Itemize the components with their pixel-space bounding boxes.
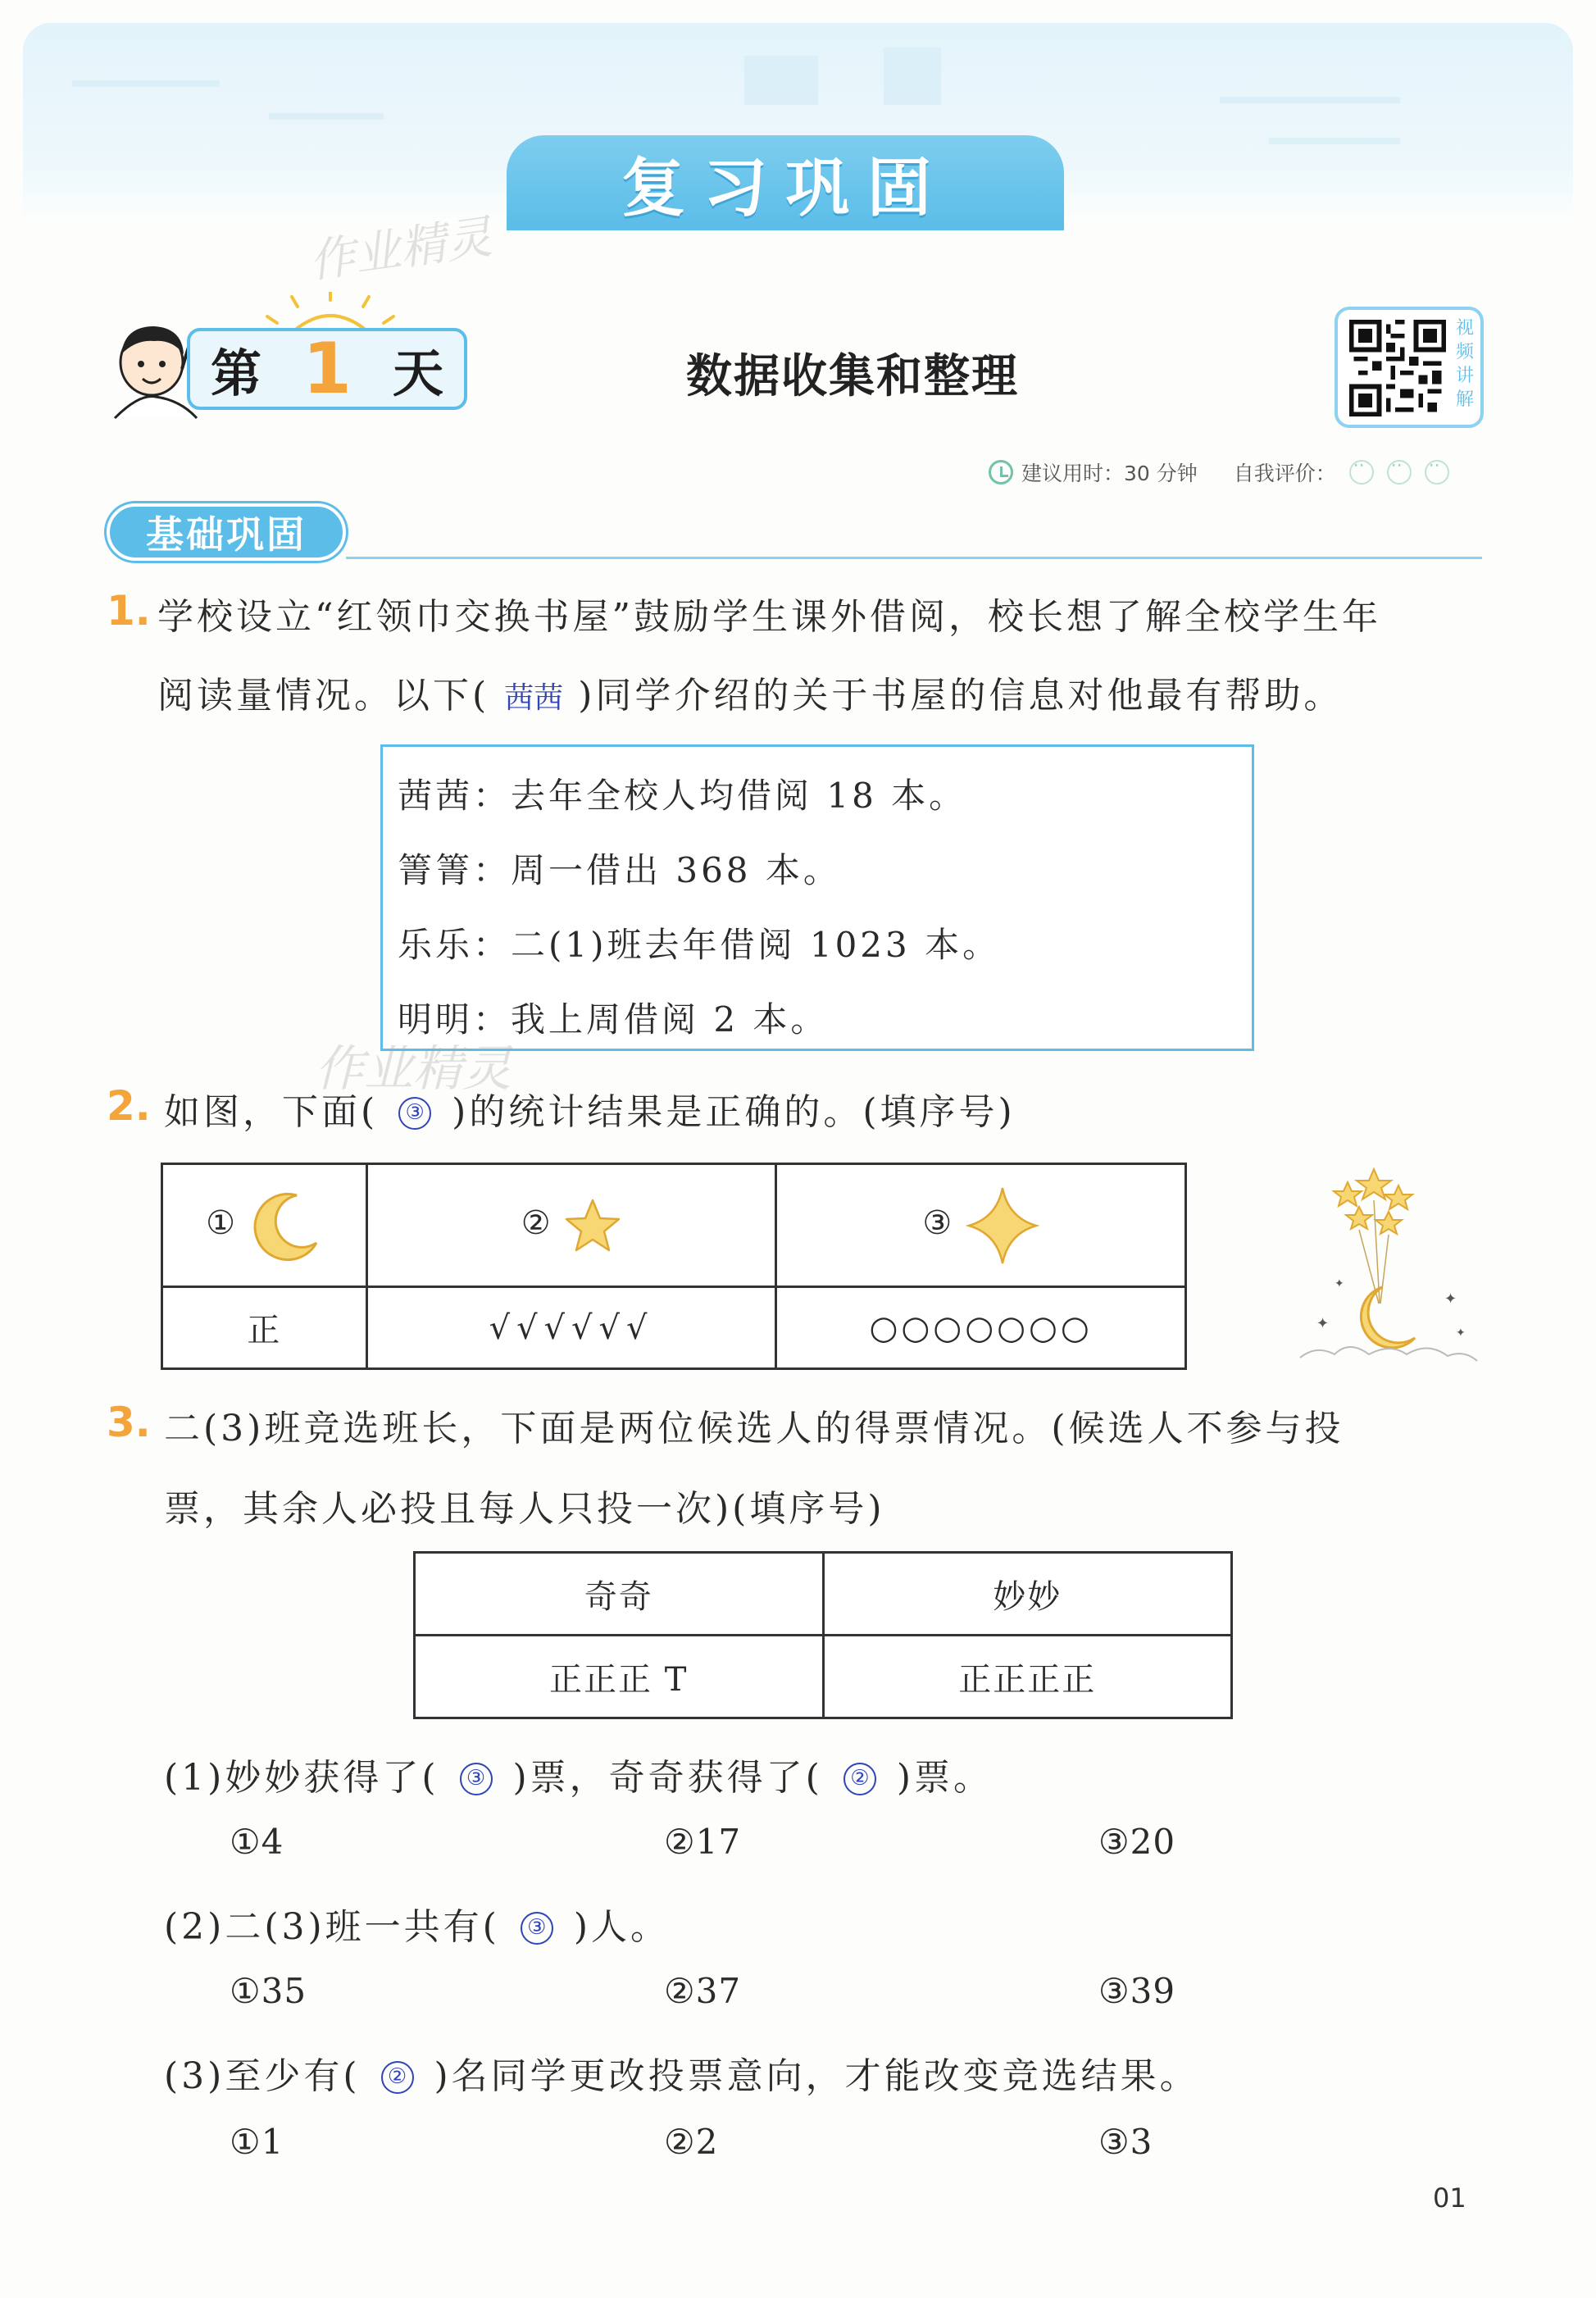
q3-sub1-answer2[interactable]: ② — [843, 1763, 876, 1795]
section-title — [107, 503, 346, 561]
q3-number: 3. — [107, 1399, 151, 1446]
section-title-text: 基础巩固 — [146, 512, 307, 557]
info-line: 箐箐：周一借出 368 本。 — [398, 850, 841, 890]
info-line: 茜茜：去年全校人均借阅 18 本。 — [398, 776, 967, 816]
day-prefix: 第 — [211, 343, 262, 403]
sad-face-icon[interactable] — [1425, 460, 1449, 485]
qr-side-label: 视 频 讲 解 — [1455, 318, 1474, 410]
smile-face-icon[interactable] — [1349, 460, 1374, 485]
day-suffix: 天 — [392, 343, 443, 403]
q3-sub2-answer[interactable]: ③ — [521, 1912, 553, 1945]
q3-header-qiqi: 奇奇 — [415, 1553, 824, 1636]
q3-line2: 票，其余人必投且每人只投一次)(填序号) — [164, 1488, 885, 1530]
q3-sub3-answer[interactable]: ② — [381, 2061, 414, 2094]
q3-sub3-option[interactable]: ③3 — [1098, 2122, 1153, 2162]
q3-tally-qiqi: 正正正 T — [415, 1636, 824, 1718]
q2-cell-moon: ① — [162, 1164, 367, 1287]
watermark: 作业精灵 — [306, 210, 496, 289]
q3-sub1-option[interactable]: ③20 — [1098, 1822, 1176, 1862]
svg-text:✦: ✦ — [1335, 1277, 1344, 1290]
moon-icon — [249, 1189, 323, 1263]
q1-number: 1. — [107, 587, 151, 635]
q3-sub3-option[interactable]: ②2 — [664, 2122, 719, 2162]
q1-info-box — [380, 744, 1254, 1051]
banner-title — [507, 135, 1064, 230]
q3-sub2: (2)二(3)班一共有( ③ )人。 — [164, 1906, 670, 1948]
q2-tally-sparkle: ○○○○○○○ — [776, 1287, 1186, 1369]
qr-code-icon — [1346, 320, 1449, 416]
q3-tally-miaomiao: 正正正正 — [823, 1636, 1232, 1718]
info-line: 乐乐：二(1)班去年借阅 1023 本。 — [398, 925, 1001, 965]
clock-icon — [989, 460, 1013, 485]
q3-line1: 二(3)班竞选班长，下面是两位候选人的得票情况。(候选人不参与投 — [164, 1408, 1344, 1449]
lesson-title: 数据收集和整理 — [686, 350, 1019, 403]
svg-text:✦: ✦ — [1456, 1326, 1466, 1340]
q1-line1: 学校设立“红领巾交换书屋”鼓励学生课外借阅，校长想了解全校学生年 — [157, 596, 1381, 638]
q2-answer[interactable]: ③ — [398, 1097, 431, 1130]
neutral-face-icon[interactable] — [1387, 460, 1412, 485]
sparkle-star-icon — [966, 1185, 1039, 1267]
svg-text:✦: ✦ — [1444, 1290, 1457, 1308]
q2-number: 2. — [107, 1082, 151, 1130]
meta-line — [989, 456, 1449, 489]
day-number: 1 — [302, 328, 352, 410]
q1-line2: 阅读量情况。以下( 茜茜 )同学介绍的关于书屋的信息对他最有帮助。 — [157, 675, 1344, 717]
q1-answer[interactable]: 茜茜 — [504, 681, 564, 715]
suggested-time: 建议用时：30 分钟 — [1021, 462, 1198, 485]
q3-sub3: (3)至少有( ② )名同学更改投票意向，才能改变竞选结果。 — [164, 2055, 1199, 2097]
star-icon — [564, 1197, 621, 1254]
info-line: 明明：我上周借阅 2 本。 — [398, 999, 829, 1040]
q3-sub2-option[interactable]: ①35 — [230, 1971, 307, 2011]
self-eval-label: 自我评价： — [1233, 462, 1336, 485]
q3-table — [413, 1551, 1233, 1719]
qr-code-panel[interactable] — [1335, 307, 1484, 428]
q3-sub1-answer1[interactable]: ③ — [460, 1763, 493, 1795]
section-divider — [346, 557, 1482, 559]
q2-tally-star: √√√√√√ — [366, 1287, 776, 1369]
page-number: 01 — [1433, 2182, 1466, 2214]
q2-text: 如图，下面( ③ )的统计结果是正确的。(填序号) — [164, 1091, 1016, 1133]
q3-sub1: (1)妙妙获得了( ③ )票，奇奇获得了( ② )票。 — [164, 1757, 994, 1799]
svg-text:✦: ✦ — [1316, 1315, 1330, 1332]
q2-cell-star: ② — [366, 1164, 776, 1287]
moon-stars-illustration — [1284, 1164, 1489, 1377]
q3-sub3-option[interactable]: ①1 — [230, 2122, 284, 2162]
q3-header-miaomiao: 妙妙 — [823, 1553, 1232, 1636]
q3-sub1-option[interactable]: ②17 — [664, 1822, 742, 1862]
q2-cell-sparkle: ③ — [776, 1164, 1186, 1287]
banner-title-text: 复习巩固 — [621, 152, 949, 225]
sun-rays-icon — [261, 292, 400, 333]
q2-tally-moon: 正 — [162, 1287, 367, 1369]
day-label — [187, 328, 467, 410]
q3-sub2-option[interactable]: ②37 — [664, 1971, 742, 2011]
q3-sub2-option[interactable]: ③39 — [1098, 1971, 1176, 2011]
q3-sub1-option[interactable]: ①4 — [230, 1822, 284, 1862]
watermark: 作业精灵 — [315, 1040, 512, 1098]
q2-table — [161, 1163, 1187, 1370]
